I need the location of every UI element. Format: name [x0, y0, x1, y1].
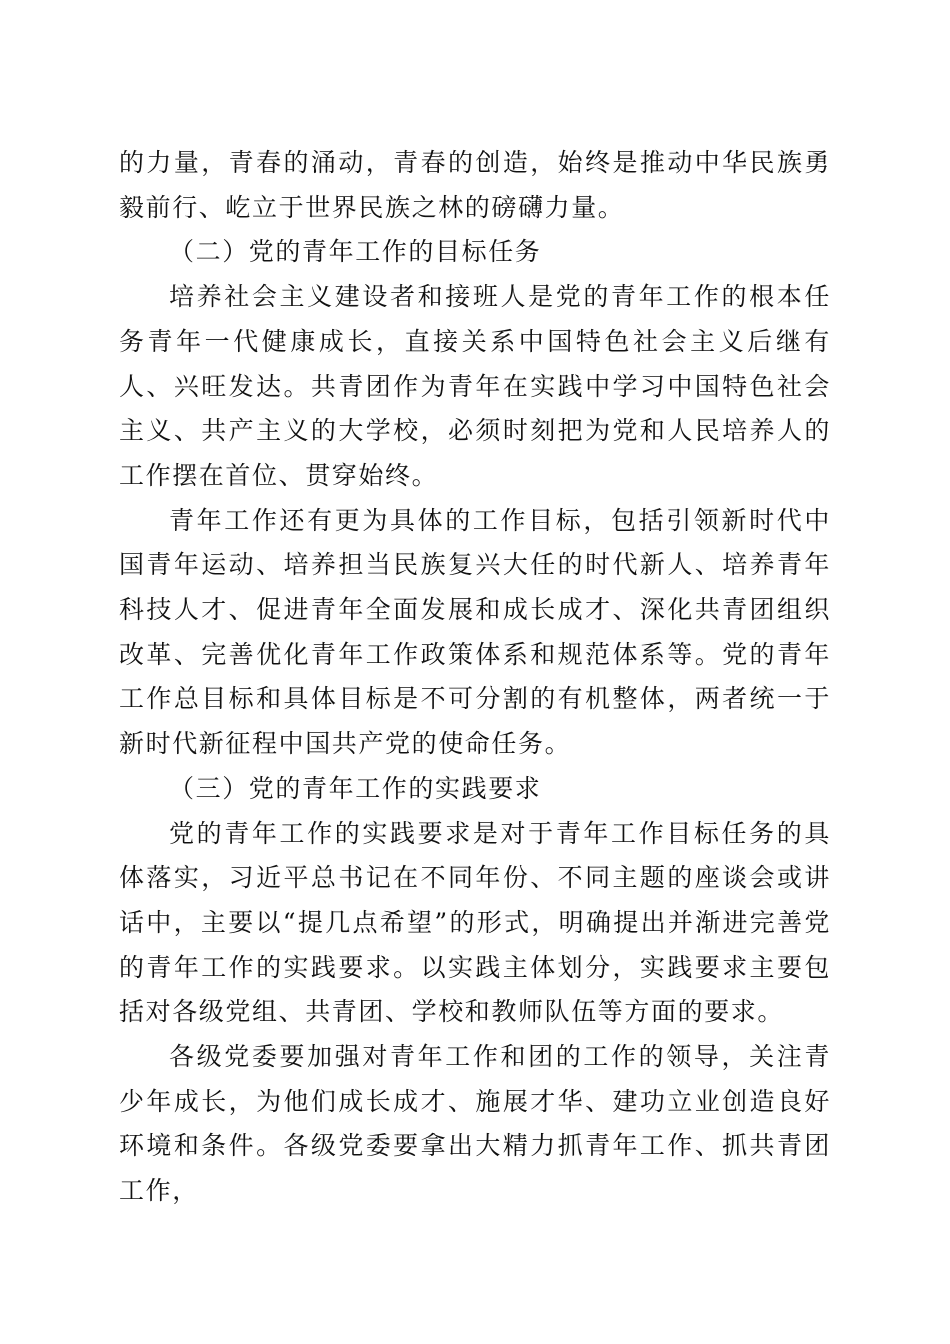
document-body — [119, 141, 831, 1214]
paragraph-continuation: 的力量，青春的涌动，青春的创造，始终是推动中华民族勇毅前行、屹立于世界民族之林的磅礴力量。 — [119, 148, 831, 222]
paragraph: 培养社会主义建设者和接班人是党的青年工作的根本任务青年一代健康成长，直接关系中国特色社会主义后继有人、兴旺发达。共青团作为青年在实践中学习中国特色社会主义、共产主义的大学校，必须时刻把为党和人民培养人的工作摆在首位、贯穿始终。 — [119, 282, 831, 490]
section-heading-3: （三）党的青年工作的实践要求 — [169, 773, 542, 803]
paragraph: 青年工作还有更为具体的工作目标，包括引领新时代中国青年运动、培养担当民族复兴大任的时代新人、培养青年科技人才、促进青年全面发展和成长成才、深化共青团组织改革、完善优化青年工作政策体系和规范体系等。党的青年工作总目标和具体目标是不可分割的有机整体，两者统一于新时代新征程中国共产党的使命任务。 — [119, 505, 831, 759]
paragraph: 各级党委要加强对青年工作和团的工作的领导，关注青少年成长，为他们成长成才、施展才华、建功立业创造良好环境和条件。各级党委要拿出大精力抓青年工作、抓共青团工作， — [119, 1042, 831, 1206]
section-heading-2: （二）党的青年工作的目标任务 — [169, 237, 542, 267]
paragraph: 党的青年工作的实践要求是对于青年工作目标任务的具体落实，习近平总书记在不同年份、不同主题的座谈会或讲话中，主要以“提几点希望”的形式，明确提出并渐进完善党的青年工作的实践要求。以实践主体划分，实践要求主要包括对各级党组、共青团、学校和教师队伍等方面的要求。 — [119, 818, 831, 1027]
